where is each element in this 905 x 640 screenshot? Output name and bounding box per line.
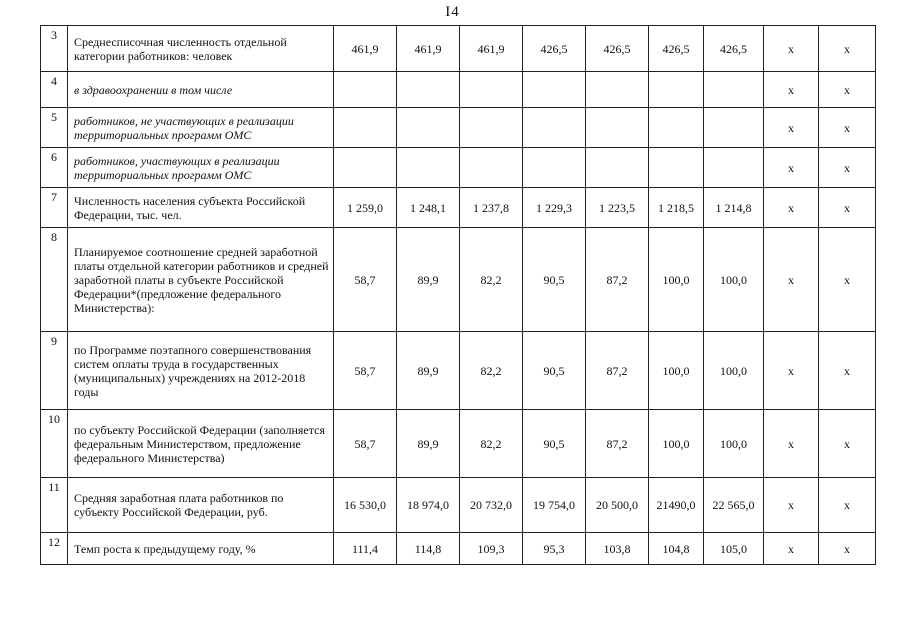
row-number: 3	[41, 26, 68, 72]
value-cell	[649, 72, 704, 108]
row-number: 4	[41, 72, 68, 108]
value-cell: 82,2	[460, 228, 523, 332]
row-number: 8	[41, 228, 68, 332]
mark-cell: х	[819, 188, 876, 228]
row-label: по субъекту Российской Федерации (заполняется федеральным Министерством, предложение федерального Министерства)	[68, 410, 334, 478]
value-cell	[649, 148, 704, 188]
value-cell: 100,0	[649, 228, 704, 332]
value-cell: 58,7	[334, 228, 397, 332]
table-row	[41, 148, 876, 188]
value-cell	[334, 108, 397, 148]
value-cell: 1 214,8	[704, 188, 764, 228]
page-number: I4	[445, 4, 460, 20]
value-cell: 109,3	[460, 533, 523, 565]
value-cell: 95,3	[523, 533, 586, 565]
value-cell: 1 259,0	[334, 188, 397, 228]
value-cell	[649, 108, 704, 148]
table-row	[41, 478, 876, 533]
value-cell	[460, 148, 523, 188]
value-cell: 87,2	[586, 228, 649, 332]
value-cell: 89,9	[397, 228, 460, 332]
row-label: по Программе поэтапного совершенствования систем оплаты труда в государственных (муниципальных) учреждениях на 2012-2018 годы	[68, 332, 334, 410]
value-cell: 100,0	[704, 410, 764, 478]
value-cell	[704, 72, 764, 108]
value-cell: 89,9	[397, 410, 460, 478]
value-cell: 87,2	[586, 332, 649, 410]
value-cell	[397, 148, 460, 188]
value-cell: 90,5	[523, 410, 586, 478]
mark-cell: х	[819, 228, 876, 332]
value-cell: 111,4	[334, 533, 397, 565]
value-cell: 426,5	[523, 26, 586, 72]
value-cell: 426,5	[586, 26, 649, 72]
mark-cell: х	[764, 533, 819, 565]
value-cell: 58,7	[334, 410, 397, 478]
value-cell: 20 732,0	[460, 478, 523, 533]
value-cell: 89,9	[397, 332, 460, 410]
value-cell: 105,0	[704, 533, 764, 565]
mark-cell: х	[764, 228, 819, 332]
row-number: 5	[41, 108, 68, 148]
row-label: Планируемое соотношение средней заработной платы отдельной категории работников и средней заработной платы в субъекте Российской Федерации*(предложение федерального Министерства):	[68, 228, 334, 332]
value-cell: 21490,0	[649, 478, 704, 533]
value-cell: 104,8	[649, 533, 704, 565]
value-cell: 100,0	[649, 410, 704, 478]
value-cell: 82,2	[460, 332, 523, 410]
value-cell: 426,5	[649, 26, 704, 72]
table-row	[41, 410, 876, 478]
row-number: 6	[41, 148, 68, 188]
value-cell: 100,0	[704, 332, 764, 410]
row-number: 11	[41, 478, 68, 533]
value-cell	[704, 148, 764, 188]
mark-cell: х	[819, 478, 876, 533]
mark-cell: х	[819, 26, 876, 72]
table-row	[41, 72, 876, 108]
value-cell: 461,9	[460, 26, 523, 72]
table-row	[41, 332, 876, 410]
mark-cell: х	[764, 148, 819, 188]
table-row	[41, 26, 876, 72]
row-label: Средняя заработная плата работников по субъекту Российской Федерации, руб.	[68, 478, 334, 533]
mark-cell: х	[764, 108, 819, 148]
row-label: Темп роста к предыдущему году, %	[68, 533, 334, 565]
row-label: работников, не участвующих в реализации территориальных программ ОМС	[68, 108, 334, 148]
row-number: 9	[41, 332, 68, 410]
value-cell: 100,0	[649, 332, 704, 410]
value-cell	[586, 72, 649, 108]
row-number: 10	[41, 410, 68, 478]
mark-cell: х	[819, 332, 876, 410]
value-cell: 114,8	[397, 533, 460, 565]
row-label: Среднесписочная численность отдельной категории работников: человек	[68, 26, 334, 72]
value-cell: 82,2	[460, 410, 523, 478]
mark-cell: х	[764, 72, 819, 108]
value-cell	[586, 148, 649, 188]
value-cell: 87,2	[586, 410, 649, 478]
value-cell: 22 565,0	[704, 478, 764, 533]
value-cell	[704, 108, 764, 148]
mark-cell: х	[764, 26, 819, 72]
row-label: Численность населения субъекта Российской Федерации, тыс. чел.	[68, 188, 334, 228]
value-cell: 19 754,0	[523, 478, 586, 533]
value-cell: 426,5	[704, 26, 764, 72]
value-cell: 16 530,0	[334, 478, 397, 533]
value-cell	[334, 148, 397, 188]
mark-cell: х	[819, 72, 876, 108]
value-cell: 90,5	[523, 228, 586, 332]
value-cell	[460, 72, 523, 108]
value-cell: 90,5	[523, 332, 586, 410]
value-cell: 1 223,5	[586, 188, 649, 228]
value-cell: 461,9	[397, 26, 460, 72]
value-cell: 20 500,0	[586, 478, 649, 533]
value-cell	[523, 148, 586, 188]
mark-cell: х	[819, 148, 876, 188]
mark-cell: х	[764, 478, 819, 533]
value-cell	[334, 72, 397, 108]
value-cell: 1 229,3	[523, 188, 586, 228]
mark-cell: х	[819, 533, 876, 565]
value-cell	[397, 72, 460, 108]
row-label: работников, участвующих в реализации территориальных программ ОМС	[68, 148, 334, 188]
row-number: 12	[41, 533, 68, 565]
value-cell	[460, 108, 523, 148]
table-row	[41, 108, 876, 148]
value-cell	[586, 108, 649, 148]
value-cell: 18 974,0	[397, 478, 460, 533]
value-cell	[397, 108, 460, 148]
value-cell: 1 248,1	[397, 188, 460, 228]
value-cell: 461,9	[334, 26, 397, 72]
table-row	[41, 228, 876, 332]
value-cell: 100,0	[704, 228, 764, 332]
data-table	[40, 25, 876, 565]
row-label: в здравоохранении в том числе	[68, 72, 334, 108]
mark-cell: х	[764, 188, 819, 228]
value-cell	[523, 108, 586, 148]
mark-cell: х	[764, 332, 819, 410]
mark-cell: х	[764, 410, 819, 478]
value-cell	[523, 72, 586, 108]
row-number: 7	[41, 188, 68, 228]
value-cell: 1 218,5	[649, 188, 704, 228]
table-row	[41, 533, 876, 565]
mark-cell: х	[819, 410, 876, 478]
value-cell: 103,8	[586, 533, 649, 565]
value-cell: 1 237,8	[460, 188, 523, 228]
mark-cell: х	[819, 108, 876, 148]
value-cell: 58,7	[334, 332, 397, 410]
table-row	[41, 188, 876, 228]
